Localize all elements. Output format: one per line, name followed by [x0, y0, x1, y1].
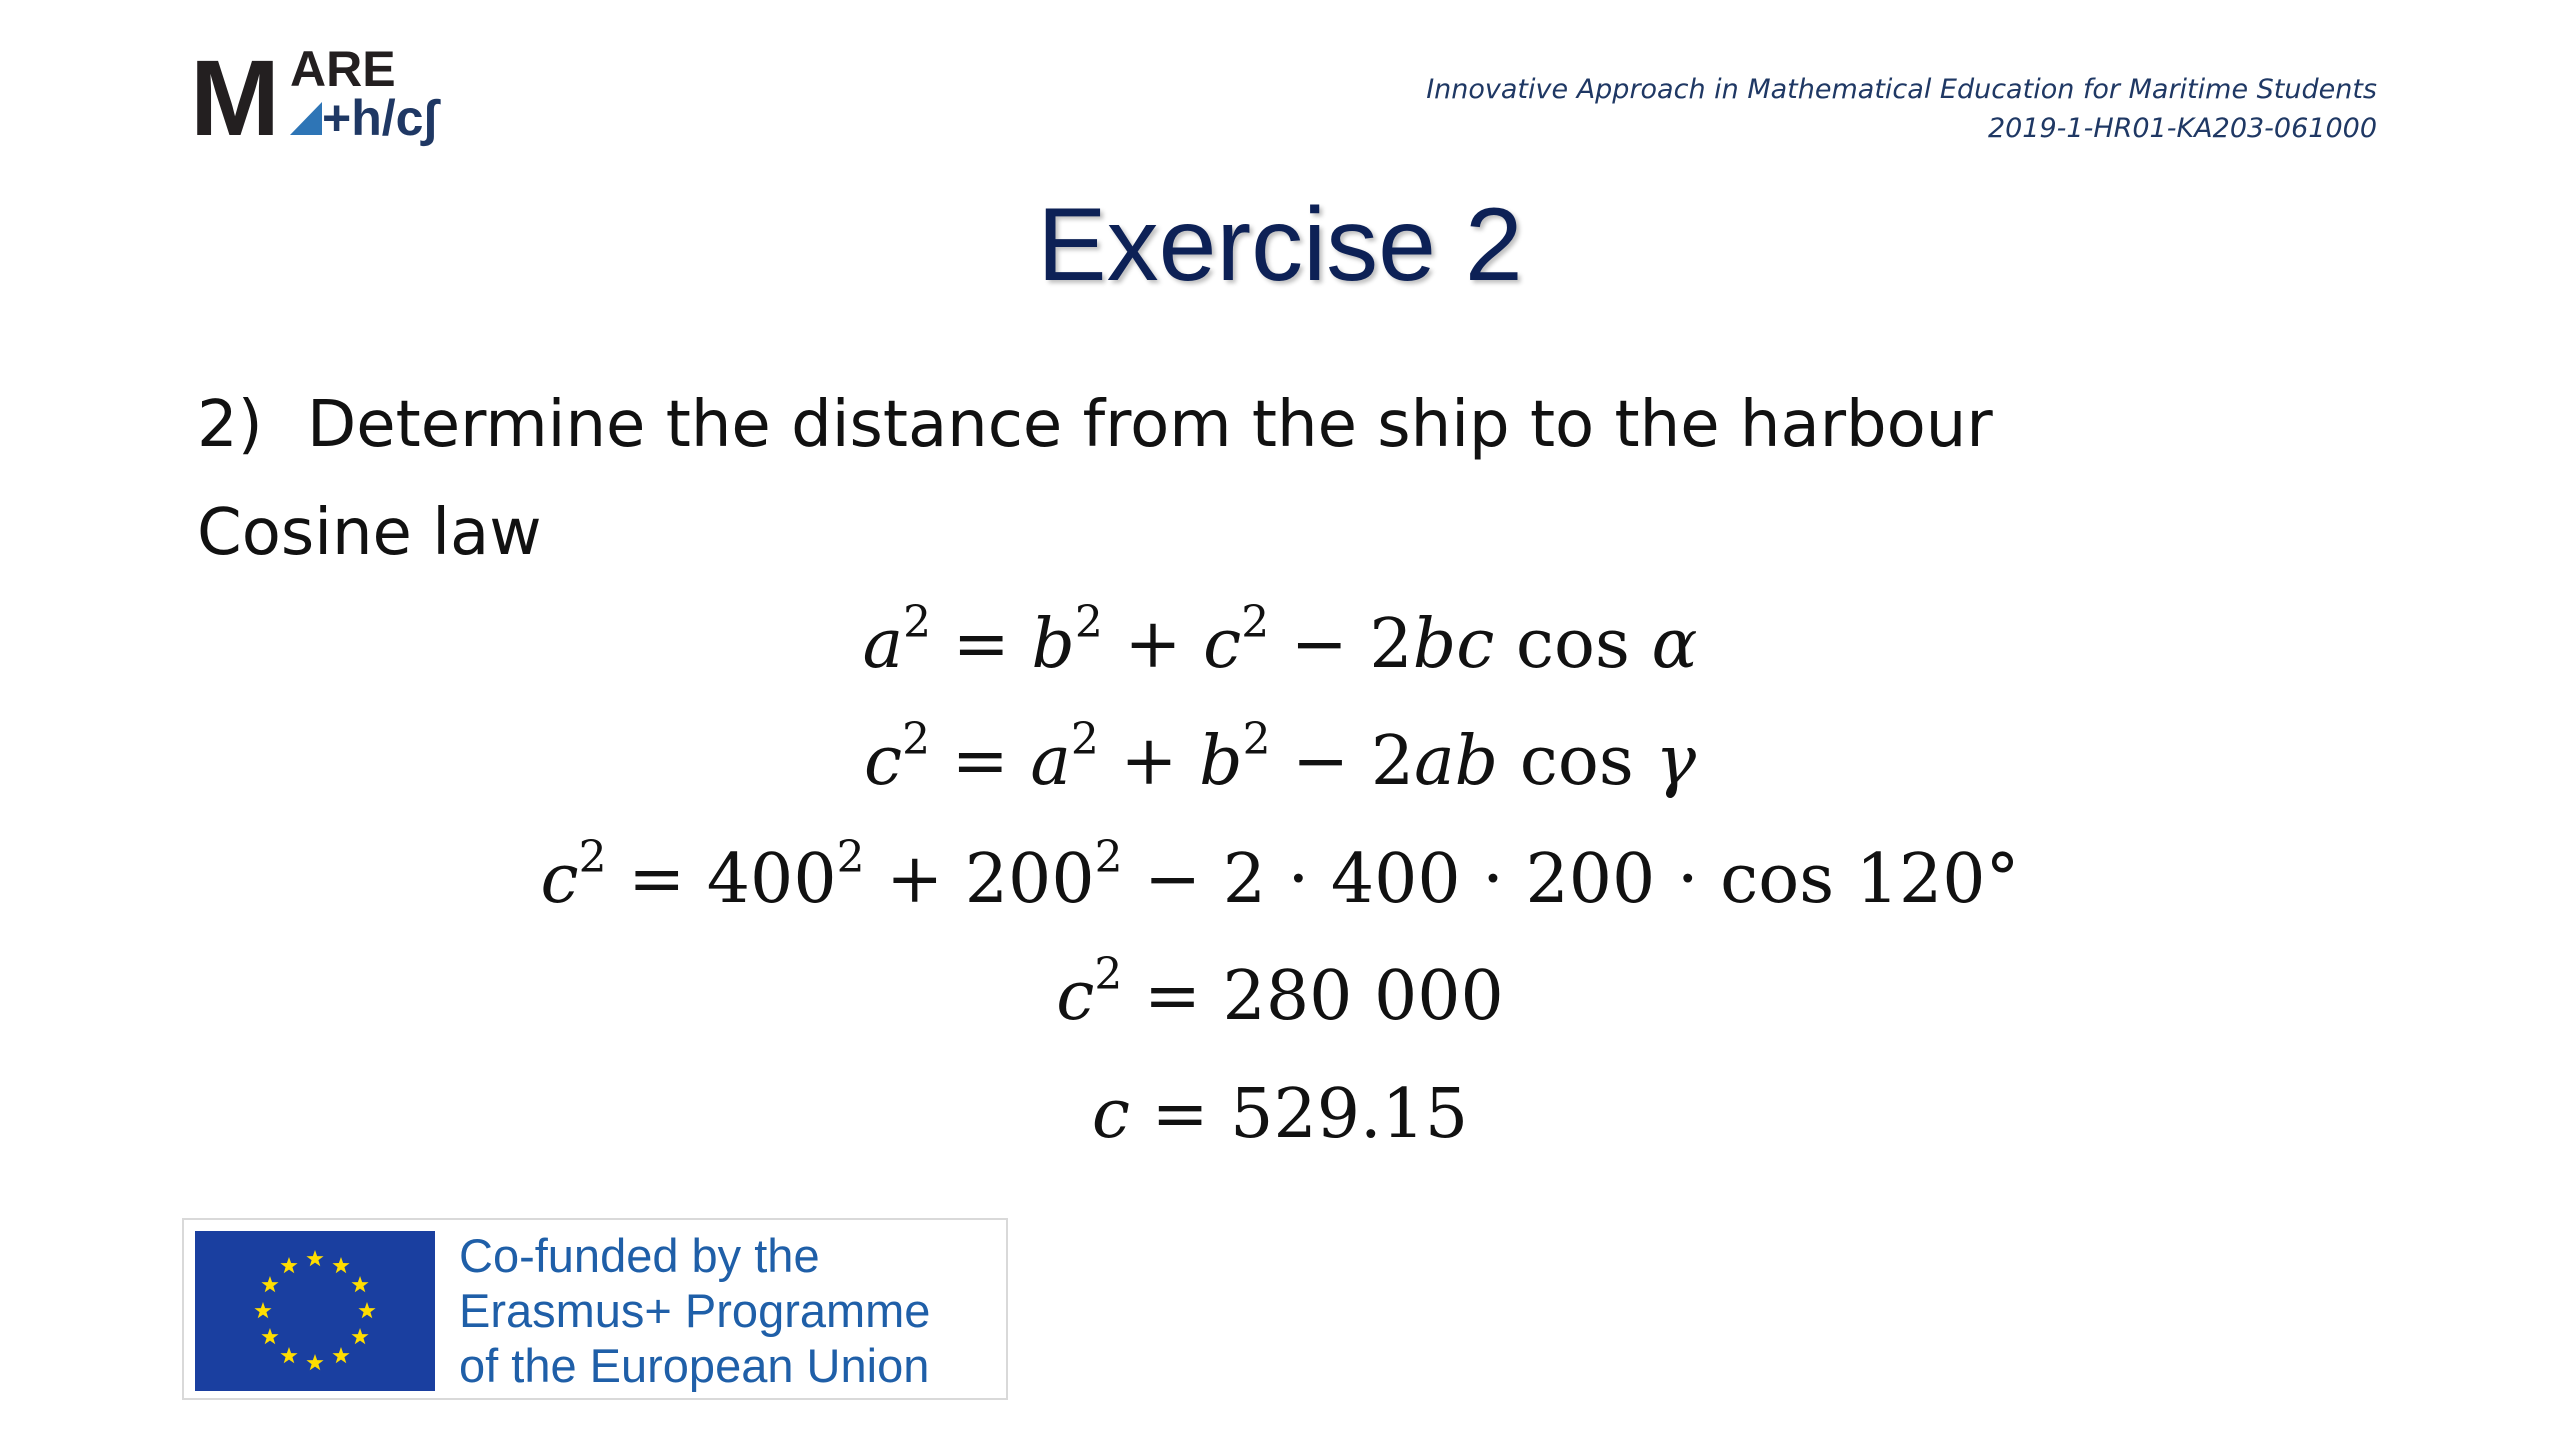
equation-substitution: [0, 832, 2560, 925]
logo-triangle-icon: [290, 102, 322, 135]
task-line: [197, 380, 1993, 470]
logo-top-text: ARE: [290, 41, 396, 97]
cos-function: cos: [1498, 722, 1656, 801]
equation-final-result: [0, 1070, 2560, 1160]
project-code: 2019-1-HR01-KA203-061000: [1987, 113, 2377, 144]
var-ab: ab: [1414, 722, 1499, 801]
exponent: 2: [902, 714, 931, 765]
value-280000: = 280 000: [1122, 957, 1504, 1036]
task-text: Determine the distance from the ship to the harbour: [307, 388, 1993, 462]
erasmus-cofunded-badge: [182, 1218, 1008, 1400]
equals-sign: =: [931, 605, 1032, 684]
logo-bottom-text: +h/c∫: [322, 90, 438, 146]
var-gamma: γ: [1655, 722, 1696, 801]
plus-sign: +: [1102, 605, 1204, 684]
law-label: Cosine law: [197, 496, 542, 570]
task-number: 2): [197, 388, 263, 462]
var-alpha: α: [1651, 605, 1698, 684]
exponent: 2: [1074, 597, 1103, 648]
var-c: c: [1203, 605, 1242, 684]
var-c: c: [540, 840, 579, 919]
exponent: 2: [578, 832, 607, 883]
erasmus-text: [459, 1228, 930, 1393]
eu-flag-graphic: [195, 1231, 435, 1391]
var-b: b: [1031, 605, 1075, 684]
project-name: Innovative Approach in Mathematical Education for Maritime Students: [1426, 74, 2377, 105]
exponent: 2: [1242, 714, 1271, 765]
logo-letter-m: M: [190, 40, 280, 150]
exponent: 2: [1094, 949, 1123, 1000]
erasmus-line-3: of the European Union: [459, 1339, 930, 1392]
slide-title: Exercise 2: [1037, 187, 1523, 303]
plus-sign: +: [1098, 722, 1200, 801]
equals-sign: =: [930, 722, 1031, 801]
equation-cosine-law-a: [0, 597, 2560, 690]
var-b: b: [1199, 722, 1243, 801]
erasmus-line-2: Erasmus+ Programme: [459, 1284, 931, 1337]
minus-two: − 2: [1270, 722, 1415, 801]
var-c: c: [864, 722, 903, 801]
term-200: + 200: [864, 840, 1095, 919]
term-product-cos: − 2 · 400 · 200 · cos 120°: [1122, 840, 2020, 919]
exponent: 2: [903, 597, 932, 648]
var-a: a: [1030, 722, 1071, 801]
exponent: 2: [1241, 597, 1270, 648]
term-400: = 400: [606, 840, 837, 919]
var-bc: bc: [1412, 605, 1495, 684]
exponent: 2: [1094, 832, 1123, 883]
var-a: a: [862, 605, 904, 684]
var-c: c: [1091, 1075, 1130, 1154]
equation-cosine-law-c: [0, 714, 2560, 807]
exponent: 2: [1070, 714, 1099, 765]
cos-function: cos: [1494, 605, 1652, 684]
equation-result-squared: [0, 949, 2560, 1042]
exponent: 2: [836, 832, 865, 883]
minus-two: − 2: [1269, 605, 1413, 684]
maremathics-logo: [190, 40, 510, 150]
value-529-15: = 529.15: [1129, 1075, 1469, 1154]
logo-graphic: [190, 40, 510, 150]
project-subtitle: [1426, 70, 2377, 148]
var-c: c: [1056, 957, 1095, 1036]
eu-flag-icon: [195, 1231, 435, 1391]
erasmus-line-1: Co-funded by the: [459, 1229, 820, 1282]
